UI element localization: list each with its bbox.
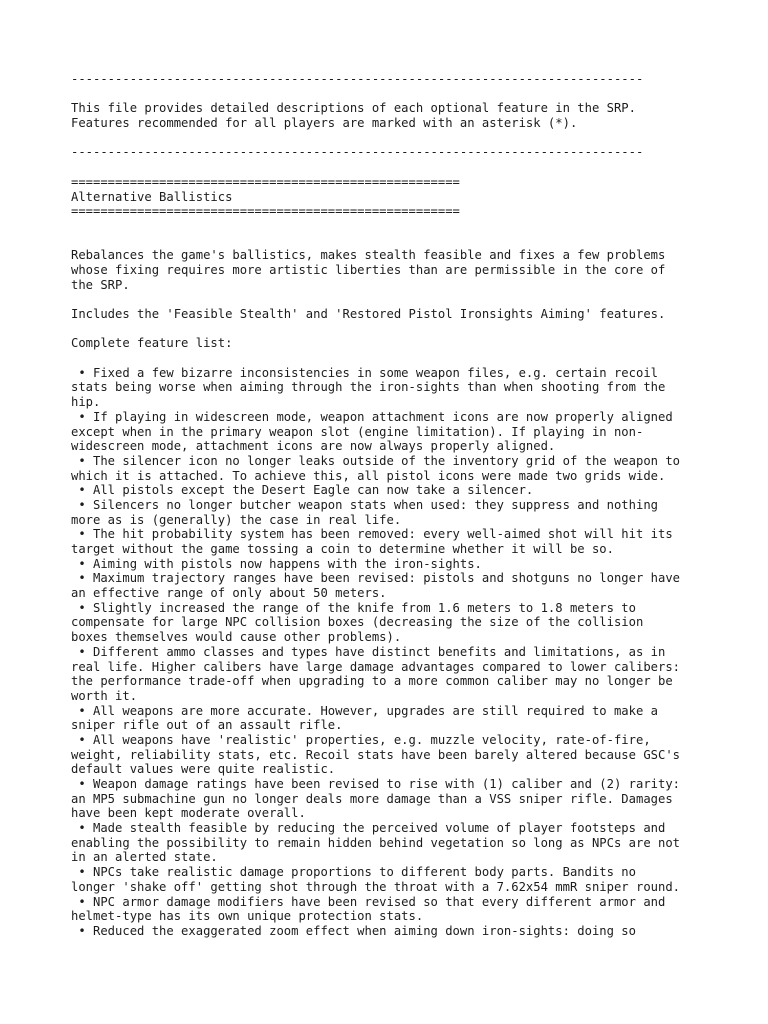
feature-line: • Fixed a few bizarre inconsistencies in some weapon files, e.g. certain recoil: [71, 365, 658, 380]
feature-list-item: [71, 366, 731, 410]
feature-line: • Made stealth feasible by reducing the perceived volume of player footsteps and: [71, 821, 666, 836]
feature-line: target without the game tossing a coin to determine whether it will be so.: [71, 542, 614, 556]
includes-paragraph: Includes the 'Feasible Stealth' and 'Restored Pistol Ironsights Aiming' features.: [71, 307, 666, 321]
feature-list-item: [71, 601, 731, 645]
section-rule-top: =====================================================: [71, 174, 460, 189]
feature-line: except when in the primary weapon slot (engine limitation). If playing in non-: [71, 424, 644, 439]
description-line: whose fixing requires more artistic liberties than are permissible in the core of: [71, 262, 666, 277]
feature-list-item: [71, 571, 731, 600]
section-header: [71, 175, 731, 219]
feature-list-heading: Complete feature list:: [71, 336, 233, 351]
feature-line: • Maximum trajectory ranges have been revised: pistols and shotguns no longer have: [71, 571, 681, 586]
feature-line: • All pistols except the Desert Eagle can now take a silencer.: [71, 483, 534, 498]
feature-line: enabling the possibility to remain hidden behind vegetation so long as NPCs are not: [71, 835, 681, 850]
blank-line: [71, 131, 731, 146]
feature-list-item: [71, 704, 731, 733]
feature-line: • All weapons have 'realistic' properties, e.g. muzzle velocity, rate-of-fire,: [71, 732, 651, 747]
feature-line: • NPCs take realistic damage proportions to different body parts. Bandits no: [71, 865, 636, 880]
feature-line: real life. Higher calibers have large damage advantages compared to lower calibers:: [71, 659, 681, 674]
feature-list-item: [71, 483, 731, 498]
feature-line: have been kept moderate overall.: [71, 806, 306, 821]
feature-line: widescreen mode, attachment icons are now always properly aligned.: [71, 439, 556, 454]
feature-line: • The silencer icon no longer leaks outside of the inventory grid of the weapon to: [71, 453, 681, 468]
feature-line: the performance trade-off when upgrading to a more common caliber may no longer be: [71, 674, 673, 689]
feature-line: • Weapon damage ratings have been revised to rise with (1) caliber and (2) rarity:: [71, 777, 681, 791]
blank-line: [71, 322, 731, 337]
feature-list-item: [71, 454, 731, 483]
feature-list-item: [71, 733, 731, 777]
feature-line: default values were quite realistic.: [71, 762, 336, 777]
feature-line: an effective range of only about 50 meters.: [71, 586, 387, 601]
blank-line: [71, 219, 731, 234]
feature-line: • Silencers no longer butcher weapon stats when used: they suppress and nothing: [71, 497, 658, 512]
feature-line: • Aiming with pistols now happens with the iron-sights.: [71, 556, 482, 571]
feature-line: which it is attached. To achieve this, all pistol icons were made two grids wide.: [71, 468, 666, 483]
section-title: Alternative Ballistics: [71, 189, 233, 204]
feature-line: longer 'shake off' getting shot through the throat with a 7.62x54 mmR sniper round.: [71, 879, 681, 894]
document-page: [71, 72, 731, 939]
feature-line: weight, reliability stats, etc. Recoil stats have been barely altered because GSC's: [71, 747, 681, 762]
feature-list-item: [71, 777, 731, 821]
feature-line: • Slightly increased the range of the knife from 1.6 meters to 1.8 meters to: [71, 600, 636, 615]
description-line: Rebalances the game's ballistics, makes stealth feasible and fixes a few problems: [71, 248, 666, 263]
feature-list-item: [71, 865, 731, 894]
feature-list: [71, 366, 731, 939]
blank-line: [71, 234, 731, 249]
feature-line: hip.: [71, 395, 101, 410]
feature-line: stats being worse when aiming through the iron-sights than when shooting from the: [71, 380, 666, 395]
feature-list-item: [71, 410, 731, 454]
feature-line: compensate for large NPC collision boxes (decreasing the size of the collision: [71, 615, 644, 630]
intro-line: Features recommended for all players are marked with an asterisk (*).: [71, 116, 578, 131]
feature-list-item: [71, 498, 731, 527]
intro-line: This file provides detailed descriptions of each optional feature in the SRP.: [71, 101, 636, 116]
section-rule-bottom: =====================================================: [71, 204, 460, 219]
feature-line: • All weapons are more accurate. However, upgrades are still required to make a: [71, 703, 658, 718]
feature-list-item: [71, 645, 731, 704]
blank-line: [71, 87, 731, 102]
feature-list-item: [71, 527, 731, 556]
feature-list-item: [71, 821, 731, 865]
feature-line: helmet-type has its own unique protection stats.: [71, 909, 424, 924]
description-paragraph: [71, 248, 731, 292]
blank-line: [71, 292, 731, 307]
blank-line: [71, 351, 731, 366]
intro-paragraph: [71, 101, 731, 130]
feature-line: • NPC armor damage modifiers have been revised so that every different armor and: [71, 894, 666, 909]
blank-line: [71, 160, 731, 175]
feature-line: • Reduced the exaggerated zoom effect when aiming down iron-sights: doing so: [71, 923, 636, 938]
feature-list-item: [71, 924, 731, 939]
feature-line: boxes themselves would cause other problems).: [71, 630, 402, 645]
feature-line: • The hit probability system has been removed: every well-aimed shot will hit its: [71, 527, 673, 542]
dash-separator-top: ------------------------------------------------------------------------------: [71, 72, 644, 86]
feature-line: sniper rifle out of an assault rifle.: [71, 718, 343, 733]
feature-line: • If playing in widescreen mode, weapon attachment icons are now properly aligned: [71, 409, 673, 424]
feature-line: worth it.: [71, 688, 138, 703]
feature-line: • Different ammo classes and types have distinct benefits and limitations, as in: [71, 644, 666, 659]
feature-line: more as is (generally) the case in real life.: [71, 512, 402, 527]
dash-separator-bottom: ------------------------------------------------------------------------------: [71, 145, 644, 160]
feature-list-item: [71, 895, 731, 924]
feature-line: an MP5 submachine gun no longer deals more damage than a VSS sniper rifle. Damages: [71, 791, 673, 806]
feature-list-item: [71, 557, 731, 572]
feature-line: in an alerted state.: [71, 850, 218, 865]
description-line: the SRP.: [71, 277, 130, 292]
